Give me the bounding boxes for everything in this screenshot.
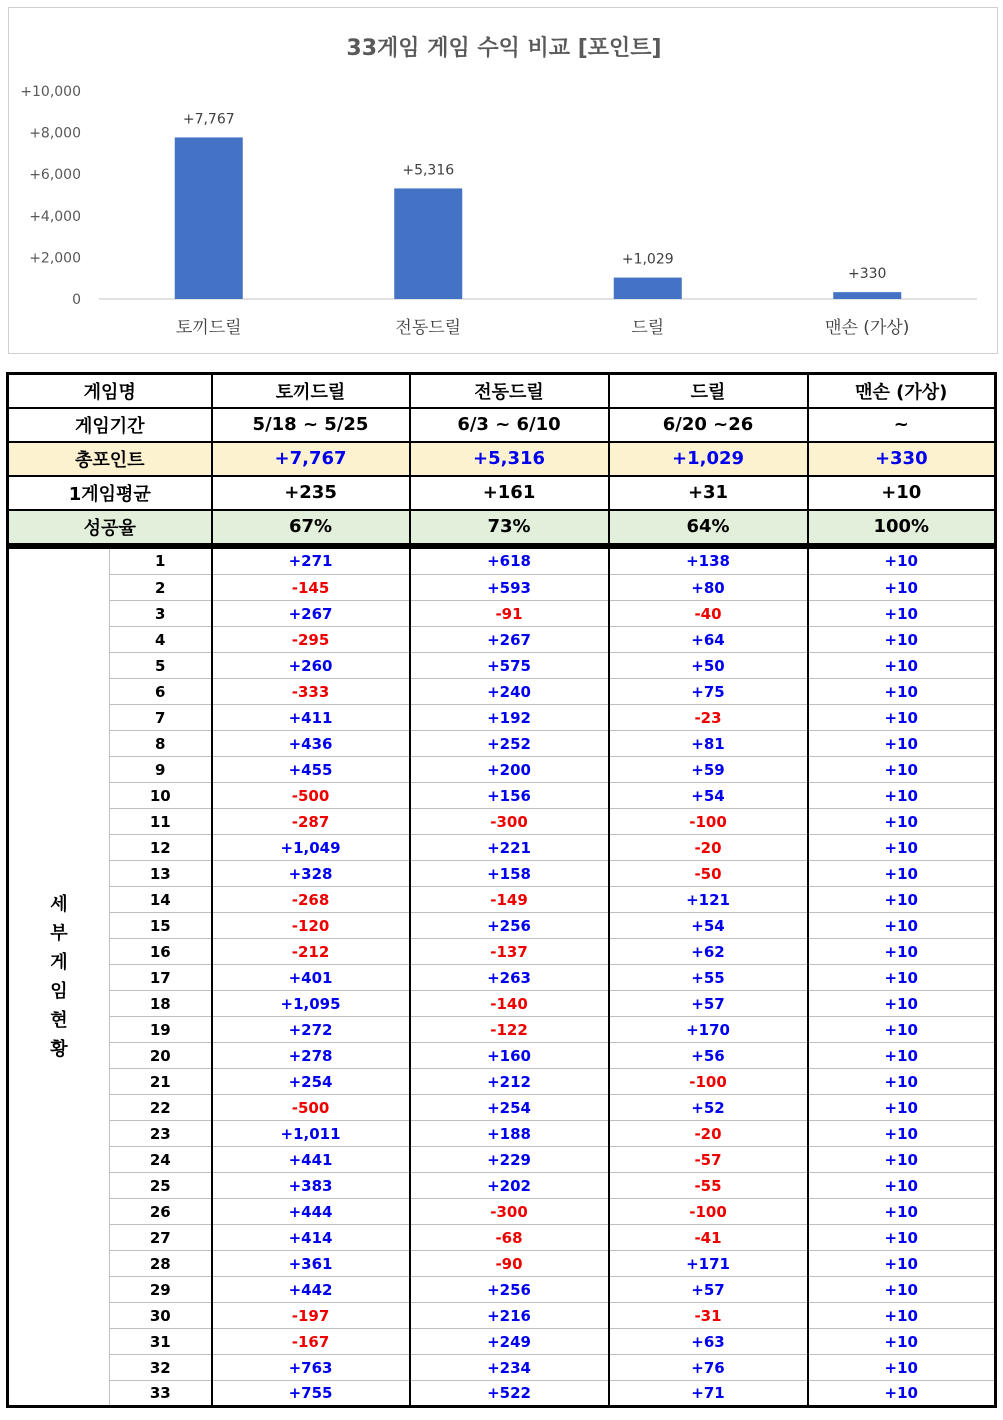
game-result: +10 bbox=[808, 1199, 996, 1225]
game-result: +160 bbox=[410, 1043, 609, 1069]
success-rate-row-cell: 67% bbox=[212, 510, 410, 544]
game-result: +10 bbox=[808, 1225, 996, 1251]
game-period-row-cell: 5/18 ~ 5/25 bbox=[212, 408, 410, 442]
y-tick-label: 0 bbox=[72, 292, 81, 308]
game-number: 26 bbox=[110, 1199, 212, 1225]
game-name-row-cell: 전동드릴 bbox=[410, 374, 609, 408]
table-row bbox=[8, 731, 996, 757]
success-rate-row-cell: 64% bbox=[609, 510, 808, 544]
table-row bbox=[8, 1355, 996, 1381]
game-result: +57 bbox=[609, 991, 808, 1017]
table-row bbox=[8, 653, 996, 679]
game-result: +10 bbox=[808, 1121, 996, 1147]
game-result: +10 bbox=[808, 835, 996, 861]
game-result: +80 bbox=[609, 575, 808, 601]
game-result: +267 bbox=[212, 601, 410, 627]
game-result: +54 bbox=[609, 913, 808, 939]
game-result: +10 bbox=[808, 705, 996, 731]
game-result: +10 bbox=[808, 731, 996, 757]
total-points-row bbox=[8, 442, 996, 476]
table-row bbox=[8, 835, 996, 861]
per-game-average-row bbox=[8, 476, 996, 510]
game-result: +10 bbox=[808, 1303, 996, 1329]
game-result: -100 bbox=[609, 809, 808, 835]
game-result: +618 bbox=[410, 549, 609, 575]
game-result: +414 bbox=[212, 1225, 410, 1251]
game-result: +260 bbox=[212, 653, 410, 679]
data-label: +5,316 bbox=[402, 162, 455, 179]
game-result: +240 bbox=[410, 679, 609, 705]
per-game-average-row-cell: +31 bbox=[609, 476, 808, 510]
game-result: +361 bbox=[212, 1251, 410, 1277]
game-result: -120 bbox=[212, 913, 410, 939]
game-result: -212 bbox=[212, 939, 410, 965]
table-row bbox=[8, 1017, 996, 1043]
game-number: 1 bbox=[110, 549, 212, 575]
table-row bbox=[8, 1251, 996, 1277]
game-result: +10 bbox=[808, 809, 996, 835]
game-result: +755 bbox=[212, 1381, 410, 1407]
game-result: -287 bbox=[212, 809, 410, 835]
game-number: 5 bbox=[110, 653, 212, 679]
game-result: +54 bbox=[609, 783, 808, 809]
game-number: 24 bbox=[110, 1147, 212, 1173]
game-name-row-cell: 맨손 (가상) bbox=[808, 374, 996, 408]
game-number: 32 bbox=[110, 1355, 212, 1381]
game-result: +10 bbox=[808, 1329, 996, 1355]
chart-title: 33게임 게임 수익 비교 [포인트] bbox=[346, 36, 662, 61]
game-result: +256 bbox=[410, 913, 609, 939]
table-row bbox=[8, 1147, 996, 1173]
game-result: +10 bbox=[808, 887, 996, 913]
game-result: +10 bbox=[808, 679, 996, 705]
success-rate-row bbox=[8, 510, 996, 544]
table-row bbox=[8, 809, 996, 835]
game-result: +76 bbox=[609, 1355, 808, 1381]
game-result: +10 bbox=[808, 601, 996, 627]
chart-canvas bbox=[9, 8, 999, 355]
game-result: -167 bbox=[212, 1329, 410, 1355]
game-result: +1,011 bbox=[212, 1121, 410, 1147]
game-result: +62 bbox=[609, 939, 808, 965]
y-tick-label: +10,000 bbox=[20, 84, 81, 100]
game-result: +10 bbox=[808, 627, 996, 653]
game-result: +10 bbox=[808, 575, 996, 601]
game-result: +170 bbox=[609, 1017, 808, 1043]
game-result: +10 bbox=[808, 991, 996, 1017]
game-result: +234 bbox=[410, 1355, 609, 1381]
game-result: +263 bbox=[410, 965, 609, 991]
game-period-row-label: 게임기간 bbox=[8, 408, 212, 442]
table-row bbox=[8, 991, 996, 1017]
game-comparison-table bbox=[6, 372, 997, 1408]
game-result: +10 bbox=[808, 1069, 996, 1095]
table-row bbox=[8, 1329, 996, 1355]
y-tick-label: +2,000 bbox=[29, 250, 81, 267]
table-row bbox=[8, 1043, 996, 1069]
game-result: -300 bbox=[410, 1199, 609, 1225]
y-tick-label: +6,000 bbox=[29, 167, 81, 184]
game-number: 23 bbox=[110, 1121, 212, 1147]
game-result: +383 bbox=[212, 1173, 410, 1199]
game-result: -40 bbox=[609, 601, 808, 627]
table-row bbox=[8, 783, 996, 809]
game-result: +81 bbox=[609, 731, 808, 757]
game-result: +156 bbox=[410, 783, 609, 809]
game-result: +50 bbox=[609, 653, 808, 679]
game-result: -149 bbox=[410, 887, 609, 913]
game-result: +216 bbox=[410, 1303, 609, 1329]
game-number: 17 bbox=[110, 965, 212, 991]
game-result: +212 bbox=[410, 1069, 609, 1095]
game-result: +249 bbox=[410, 1329, 609, 1355]
game-number: 27 bbox=[110, 1225, 212, 1251]
game-result: +10 bbox=[808, 1095, 996, 1121]
game-period-row-cell: 6/3 ~ 6/10 bbox=[410, 408, 609, 442]
game-number: 30 bbox=[110, 1303, 212, 1329]
game-result: +10 bbox=[808, 1173, 996, 1199]
table-row bbox=[8, 679, 996, 705]
game-name-row-cell: 드릴 bbox=[609, 374, 808, 408]
game-result: -20 bbox=[609, 835, 808, 861]
game-result: -23 bbox=[609, 705, 808, 731]
game-result: +10 bbox=[808, 1251, 996, 1277]
side-label-char: 임 bbox=[50, 980, 68, 1002]
y-tick-label: +8,000 bbox=[29, 125, 81, 142]
game-number: 7 bbox=[110, 705, 212, 731]
success-rate-row-cell: 73% bbox=[410, 510, 609, 544]
total-points-row-label: 총포인트 bbox=[8, 442, 212, 476]
game-result: +10 bbox=[808, 1147, 996, 1173]
side-label bbox=[8, 549, 110, 1407]
game-result: +278 bbox=[212, 1043, 410, 1069]
game-result: -145 bbox=[212, 575, 410, 601]
side-label-char: 세 bbox=[50, 893, 68, 915]
game-number: 25 bbox=[110, 1173, 212, 1199]
game-name-row-cell: 토끼드릴 bbox=[212, 374, 410, 408]
bar bbox=[394, 188, 462, 299]
game-number: 12 bbox=[110, 835, 212, 861]
game-result: +593 bbox=[410, 575, 609, 601]
game-number: 2 bbox=[110, 575, 212, 601]
game-result: -55 bbox=[609, 1173, 808, 1199]
game-result: -100 bbox=[609, 1199, 808, 1225]
game-result: +10 bbox=[808, 783, 996, 809]
category-label: 전동드릴 bbox=[395, 318, 462, 338]
game-result: -300 bbox=[410, 809, 609, 835]
per-game-average-row-cell: +161 bbox=[410, 476, 609, 510]
game-number: 4 bbox=[110, 627, 212, 653]
game-result: -197 bbox=[212, 1303, 410, 1329]
game-number: 13 bbox=[110, 861, 212, 887]
game-result: +192 bbox=[410, 705, 609, 731]
game-result: -122 bbox=[410, 1017, 609, 1043]
table-row bbox=[8, 575, 996, 601]
data-label: +330 bbox=[848, 266, 887, 283]
table-row bbox=[8, 627, 996, 653]
game-result: -91 bbox=[410, 601, 609, 627]
category-label: 맨손 (가상) bbox=[825, 318, 910, 338]
table-row bbox=[8, 913, 996, 939]
game-result: -100 bbox=[609, 1069, 808, 1095]
game-result: +55 bbox=[609, 965, 808, 991]
game-result: +158 bbox=[410, 861, 609, 887]
game-result: +442 bbox=[212, 1277, 410, 1303]
game-result: -333 bbox=[212, 679, 410, 705]
game-result: +763 bbox=[212, 1355, 410, 1381]
game-result: +10 bbox=[808, 1355, 996, 1381]
game-result: -500 bbox=[212, 1095, 410, 1121]
game-result: +64 bbox=[609, 627, 808, 653]
game-result: +200 bbox=[410, 757, 609, 783]
game-result: +138 bbox=[609, 549, 808, 575]
game-number: 20 bbox=[110, 1043, 212, 1069]
game-result: -50 bbox=[609, 861, 808, 887]
game-number: 10 bbox=[110, 783, 212, 809]
table-row bbox=[8, 939, 996, 965]
game-result: -140 bbox=[410, 991, 609, 1017]
game-name-row-label: 게임명 bbox=[8, 374, 212, 408]
game-result: +229 bbox=[410, 1147, 609, 1173]
game-result: +10 bbox=[808, 757, 996, 783]
game-result: -20 bbox=[609, 1121, 808, 1147]
side-label-char: 황 bbox=[50, 1038, 68, 1060]
game-result: +575 bbox=[410, 653, 609, 679]
game-number: 11 bbox=[110, 809, 212, 835]
table-row bbox=[8, 887, 996, 913]
table-row bbox=[8, 1199, 996, 1225]
game-result: +401 bbox=[212, 965, 410, 991]
game-result: +271 bbox=[212, 549, 410, 575]
game-result: +436 bbox=[212, 731, 410, 757]
table-row bbox=[8, 1381, 996, 1407]
game-result: +328 bbox=[212, 861, 410, 887]
game-number: 29 bbox=[110, 1277, 212, 1303]
game-result: +10 bbox=[808, 1381, 996, 1407]
table-row bbox=[8, 1069, 996, 1095]
category-label: 드릴 bbox=[631, 318, 665, 338]
game-result: +10 bbox=[808, 1277, 996, 1303]
game-number: 8 bbox=[110, 731, 212, 757]
game-result: +10 bbox=[808, 861, 996, 887]
total-points-row-cell: +1,029 bbox=[609, 442, 808, 476]
success-rate-row-cell: 100% bbox=[808, 510, 996, 544]
game-result: +254 bbox=[212, 1069, 410, 1095]
bar bbox=[833, 292, 901, 299]
game-result: +171 bbox=[609, 1251, 808, 1277]
table-row bbox=[8, 1095, 996, 1121]
game-result: +1,095 bbox=[212, 991, 410, 1017]
game-result: -500 bbox=[212, 783, 410, 809]
game-period-row bbox=[8, 408, 996, 442]
game-result: +411 bbox=[212, 705, 410, 731]
table-row bbox=[8, 1173, 996, 1199]
game-number: 22 bbox=[110, 1095, 212, 1121]
game-result: +267 bbox=[410, 627, 609, 653]
per-game-average-row-label: 1게임평균 bbox=[8, 476, 212, 510]
game-number: 15 bbox=[110, 913, 212, 939]
game-result: +10 bbox=[808, 653, 996, 679]
data-label: +7,767 bbox=[182, 111, 235, 128]
game-result: +188 bbox=[410, 1121, 609, 1147]
game-result: +52 bbox=[609, 1095, 808, 1121]
game-result: +10 bbox=[808, 939, 996, 965]
game-result: +10 bbox=[808, 1043, 996, 1069]
table-row bbox=[8, 1303, 996, 1329]
game-result: +256 bbox=[410, 1277, 609, 1303]
game-result: +121 bbox=[609, 887, 808, 913]
game-period-row-cell: 6/20 ~26 bbox=[609, 408, 808, 442]
game-result: +272 bbox=[212, 1017, 410, 1043]
success-rate-row-label: 성공율 bbox=[8, 510, 212, 544]
side-label-char: 게 bbox=[50, 951, 68, 973]
game-number: 18 bbox=[110, 991, 212, 1017]
game-result: -68 bbox=[410, 1225, 609, 1251]
game-number: 3 bbox=[110, 601, 212, 627]
game-result: +63 bbox=[609, 1329, 808, 1355]
side-label-char: 부 bbox=[50, 922, 68, 944]
per-game-average-row-cell: +10 bbox=[808, 476, 996, 510]
bar-chart bbox=[8, 7, 998, 354]
table-row bbox=[8, 1121, 996, 1147]
bar bbox=[175, 137, 243, 299]
game-result: +57 bbox=[609, 1277, 808, 1303]
game-result: -41 bbox=[609, 1225, 808, 1251]
game-result: +254 bbox=[410, 1095, 609, 1121]
game-result: +75 bbox=[609, 679, 808, 705]
total-points-row-cell: +7,767 bbox=[212, 442, 410, 476]
game-result: +71 bbox=[609, 1381, 808, 1407]
game-number: 28 bbox=[110, 1251, 212, 1277]
table-row bbox=[8, 1277, 996, 1303]
y-tick-label: +4,000 bbox=[29, 208, 81, 225]
game-number: 16 bbox=[110, 939, 212, 965]
game-result: +202 bbox=[410, 1173, 609, 1199]
game-number: 19 bbox=[110, 1017, 212, 1043]
game-result: -57 bbox=[609, 1147, 808, 1173]
data-label: +1,029 bbox=[621, 251, 674, 268]
game-period-row-cell: ~ bbox=[808, 408, 996, 442]
game-result: +444 bbox=[212, 1199, 410, 1225]
table-row bbox=[8, 1225, 996, 1251]
game-result: +455 bbox=[212, 757, 410, 783]
game-result: +10 bbox=[808, 913, 996, 939]
bar bbox=[614, 278, 682, 299]
game-result: -268 bbox=[212, 887, 410, 913]
game-number: 9 bbox=[110, 757, 212, 783]
game-result: +59 bbox=[609, 757, 808, 783]
category-label: 토끼드릴 bbox=[175, 318, 242, 338]
table-row bbox=[8, 861, 996, 887]
per-game-average-row-cell: +235 bbox=[212, 476, 410, 510]
table-row bbox=[8, 549, 996, 575]
game-result: -90 bbox=[410, 1251, 609, 1277]
game-number: 14 bbox=[110, 887, 212, 913]
game-result: +10 bbox=[808, 1017, 996, 1043]
game-result: +10 bbox=[808, 965, 996, 991]
game-result: +252 bbox=[410, 731, 609, 757]
table-row bbox=[8, 601, 996, 627]
total-points-row-cell: +5,316 bbox=[410, 442, 609, 476]
game-number: 6 bbox=[110, 679, 212, 705]
game-result: +522 bbox=[410, 1381, 609, 1407]
game-number: 21 bbox=[110, 1069, 212, 1095]
table-row bbox=[8, 965, 996, 991]
game-result: +56 bbox=[609, 1043, 808, 1069]
game-result: +221 bbox=[410, 835, 609, 861]
game-result: +1,049 bbox=[212, 835, 410, 861]
game-number: 31 bbox=[110, 1329, 212, 1355]
game-result: +10 bbox=[808, 549, 996, 575]
table-row bbox=[8, 705, 996, 731]
game-number: 33 bbox=[110, 1381, 212, 1407]
game-result: -295 bbox=[212, 627, 410, 653]
game-name-row bbox=[8, 374, 996, 408]
game-result: +441 bbox=[212, 1147, 410, 1173]
total-points-row-cell: +330 bbox=[808, 442, 996, 476]
game-result: -137 bbox=[410, 939, 609, 965]
table-row bbox=[8, 757, 996, 783]
game-result: -31 bbox=[609, 1303, 808, 1329]
side-label-char: 현 bbox=[50, 1009, 68, 1031]
